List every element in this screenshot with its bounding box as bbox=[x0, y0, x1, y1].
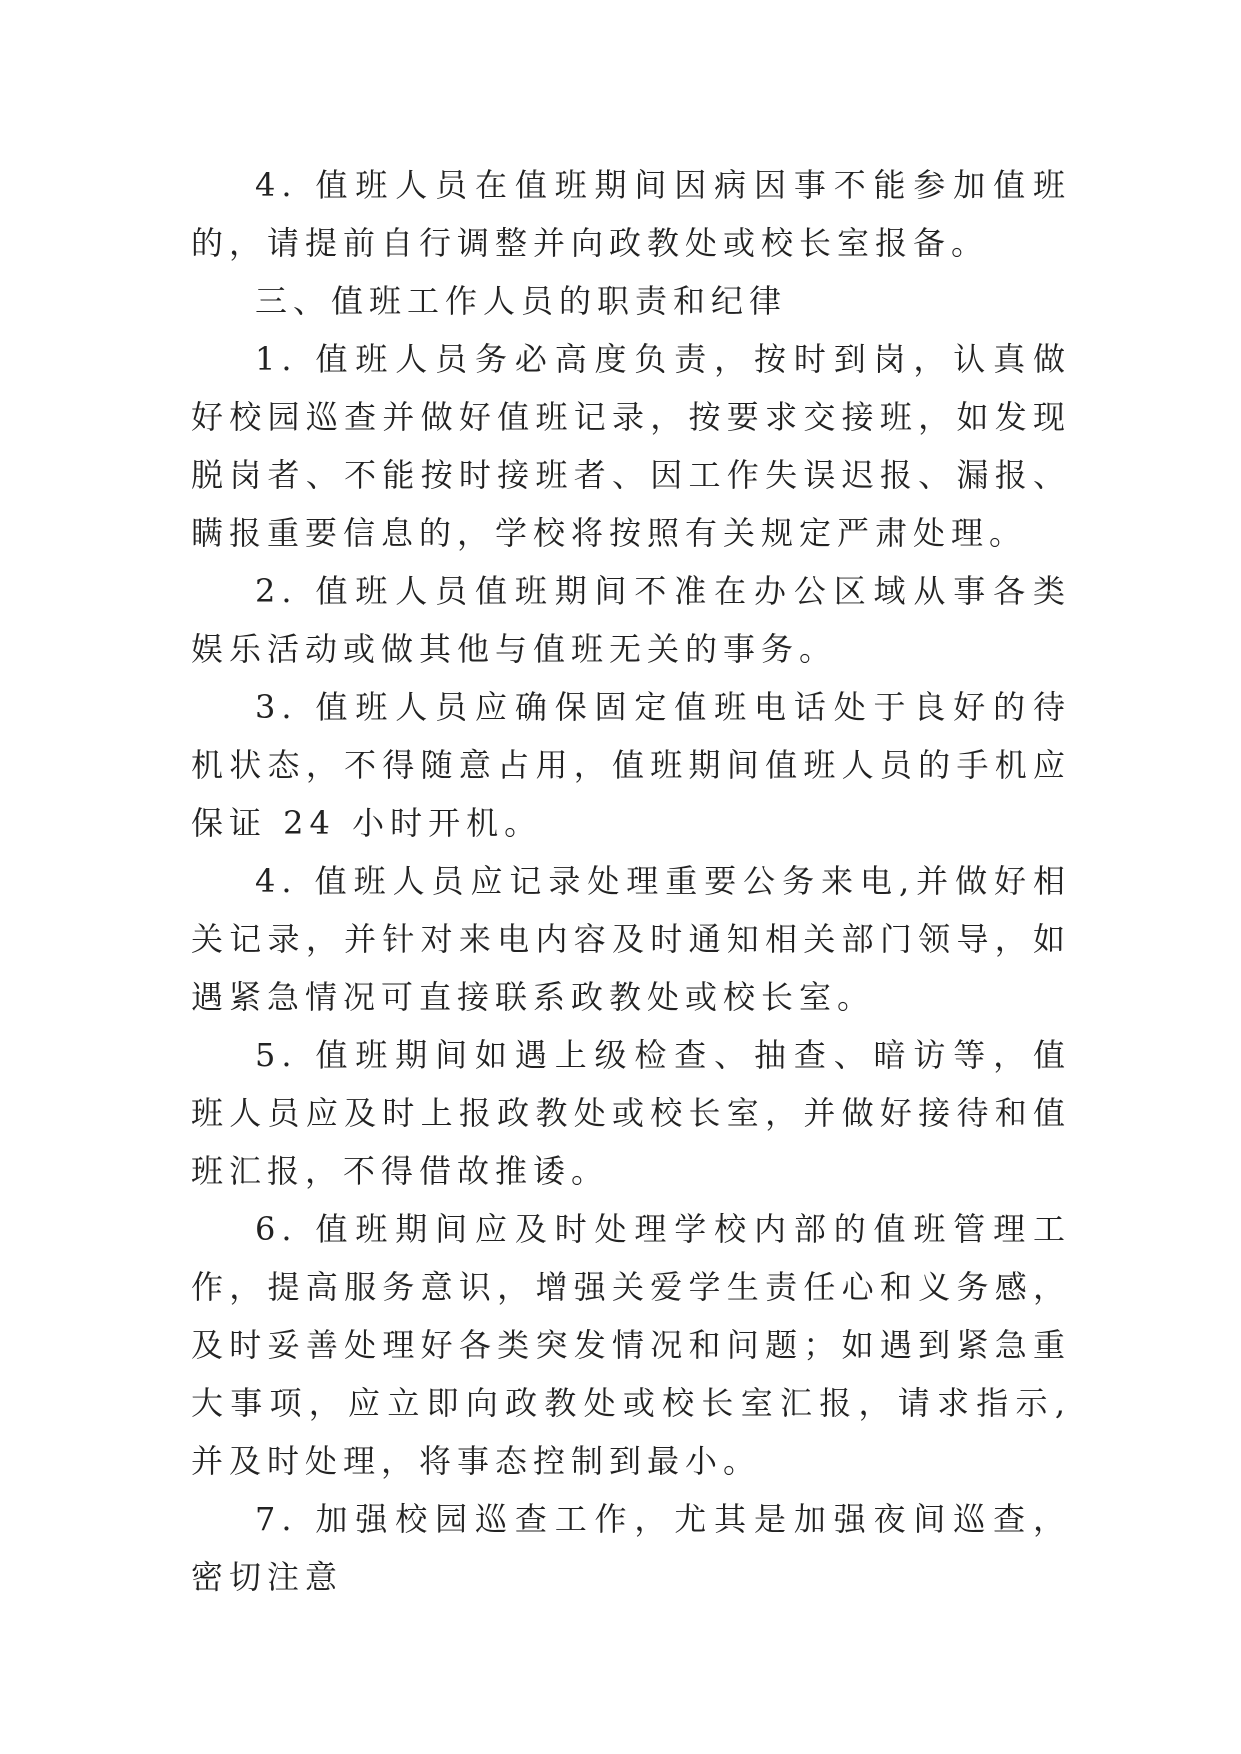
paragraph-duty-4: 4. 值班人员应记录处理重要公务来电,并做好相关记录，并针对来电内容及时通知相关部门领导，如遇紧急情况可直接联系政教处或校长室。 bbox=[191, 862, 1071, 1016]
paragraph-duty-7: 7. 加强校园巡查工作，尤其是加强夜间巡查，密切注意 bbox=[191, 1500, 1071, 1596]
paragraph-duty-3: 3. 值班人员应确保固定值班电话处于良好的待机状态，不得随意占用，值班期间值班人员的手机应保证 24 小时开机。 bbox=[191, 688, 1071, 842]
paragraph-duty-1: 1. 值班人员务必高度负责，按时到岗，认真做好校园巡查并做好值班记录，按要求交接班，如发现脱岗者、不能按时接班者、因工作失误迟报、漏报、瞒报重要信息的，学校将按照有关规定严肃处理。 bbox=[191, 340, 1071, 552]
paragraph-duty-2: 2. 值班人员值班期间不准在办公区域从事各类娱乐活动或做其他与值班无关的事务。 bbox=[191, 572, 1071, 668]
paragraph-duty-6: 6. 值班期间应及时处理学校内部的值班管理工作，提高服务意识，增强关爱学生责任心和义务感，及时妥善处理好各类突发情况和问题；如遇到紧急重大事项，应立即向政教处或校长室汇报，请求指示,并及时处理，将事态控制到最小。 bbox=[191, 1210, 1071, 1480]
document-body bbox=[191, 156, 1071, 1606]
paragraph-item-4-leave-notice: 4. 值班人员在值班期间因病因事不能参加值班的，请提前自行调整并向政教处或校长室报备。 bbox=[191, 166, 1071, 262]
section-heading-duties: 三、值班工作人员的职责和纪律 bbox=[255, 282, 788, 320]
paragraph-duty-5: 5. 值班期间如遇上级检查、抽查、暗访等，值班人员应及时上报政教处或校长室，并做好接待和值班汇报，不得借故推诿。 bbox=[191, 1036, 1071, 1190]
